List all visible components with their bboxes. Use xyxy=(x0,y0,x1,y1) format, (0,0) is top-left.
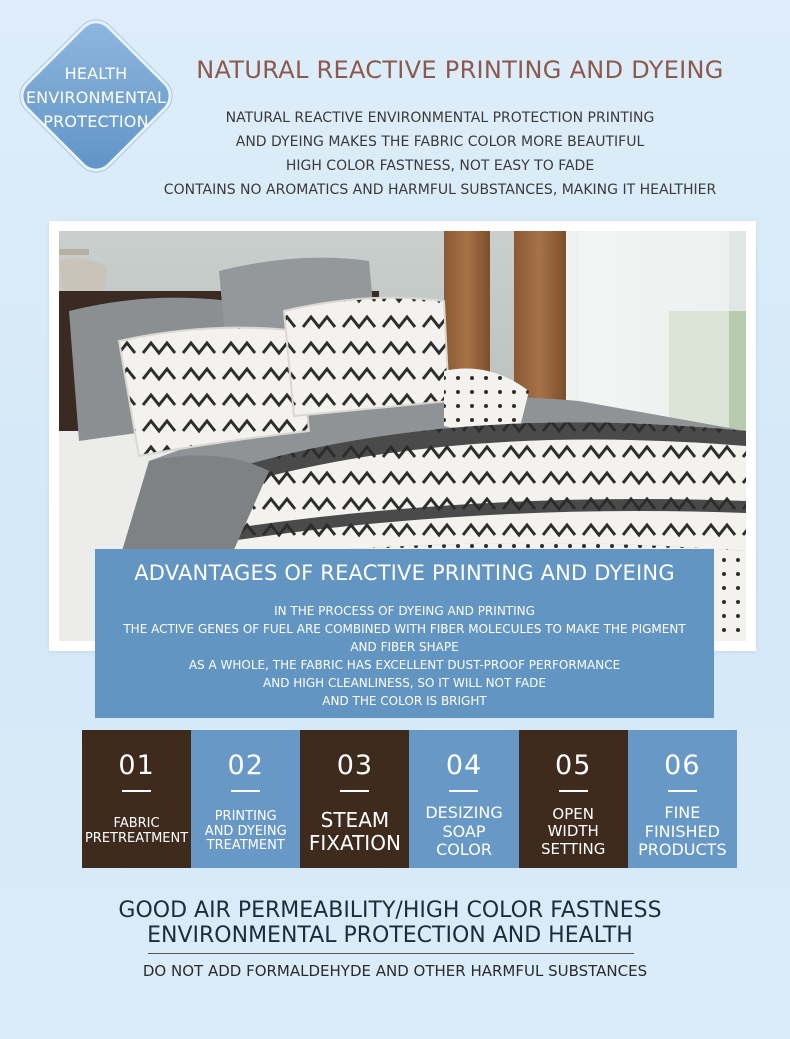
intro-line-2: AND DYEING MAKES THE FABRIC COLOR MORE BEAUTIFUL xyxy=(235,134,645,150)
intro-line-4: CONTAINS NO AROMATICS AND HARMFUL SUBSTANCES, MAKING IT HEALTHIER xyxy=(163,182,717,198)
badge-line-2: ENVIRONMENTAL xyxy=(25,88,167,107)
advantages-text xyxy=(95,602,714,710)
step-label-line: FINISHED xyxy=(644,821,720,841)
intro-line-1: NATURAL REACTIVE ENVIRONMENTAL PROTECTION PRINTING xyxy=(225,110,655,126)
step-label xyxy=(411,800,516,864)
advantages-line-6: AND THE COLOR IS BRIGHT xyxy=(322,694,487,708)
advantages-line-4: AS A WHOLE, THE FABRIC HAS EXCELLENT DUST-PROOF PERFORMANCE xyxy=(188,658,621,672)
footer-subtitle: DO NOT ADD FORMALDEHYDE AND OTHER HARMFUL SUBSTANCES xyxy=(142,962,648,980)
step-label-line: PRODUCTS xyxy=(638,840,727,860)
step-number: 06 xyxy=(664,750,701,781)
step-divider xyxy=(122,790,151,792)
step-label xyxy=(521,800,626,864)
process-step xyxy=(409,730,518,868)
step-number: 05 xyxy=(555,750,592,781)
step-label xyxy=(302,800,407,864)
process-step xyxy=(519,730,628,868)
step-label-line: FABRIC xyxy=(113,816,160,832)
step-number: 02 xyxy=(227,750,264,781)
advantages-panel xyxy=(95,549,714,718)
step-label-line: AND DYEING xyxy=(204,823,287,839)
step-number: 03 xyxy=(336,750,374,781)
footer-divider xyxy=(148,953,634,954)
step-label-line: SOAP xyxy=(442,821,486,841)
step-label-line: FIXATION xyxy=(308,831,401,855)
step-divider xyxy=(449,790,478,792)
step-divider xyxy=(340,790,369,792)
step-label-line: TREATMENT xyxy=(206,838,285,854)
step-divider xyxy=(231,790,260,792)
step-label-line: DESIZING xyxy=(425,803,503,823)
step-divider xyxy=(668,790,697,792)
advantages-title: ADVANTAGES OF REACTIVE PRINTING AND DYEING xyxy=(134,561,675,585)
footer-title-line-2: ENVIRONMENTAL PROTECTION AND HEALTH xyxy=(147,923,633,948)
step-label-line: OPEN xyxy=(552,805,594,824)
process-step xyxy=(191,730,300,868)
footer-title-line-1: GOOD AIR PERMEABILITY/HIGH COLOR FASTNESS xyxy=(118,898,662,923)
step-label xyxy=(193,800,298,864)
step-label-line: PRINTING xyxy=(214,808,277,824)
step-number: 04 xyxy=(445,750,483,781)
badge-line-1: HEALTH xyxy=(64,64,128,83)
step-label-line: STEAM xyxy=(320,808,390,832)
advantages-line-1: IN THE PROCESS OF DYEING AND PRINTING xyxy=(274,604,535,618)
process-step xyxy=(628,730,737,868)
step-label xyxy=(630,800,735,864)
page-title: NATURAL REACTIVE PRINTING AND DYEING xyxy=(196,56,724,84)
intro-line-3: HIGH COLOR FASTNESS, NOT EASY TO FADE xyxy=(285,158,595,174)
intro-text xyxy=(130,106,750,202)
footer-title xyxy=(90,898,690,948)
process-step xyxy=(82,730,191,868)
step-divider xyxy=(559,790,588,792)
step-number: 01 xyxy=(118,750,155,781)
step-label xyxy=(84,800,189,864)
process-step xyxy=(300,730,409,868)
advantages-line-2: THE ACTIVE GENES OF FUEL ARE COMBINED WITH FIBER MOLECULES TO MAKE THE PIGMENT xyxy=(123,622,686,636)
step-label-line: WIDTH xyxy=(547,822,599,841)
step-label-line: COLOR xyxy=(436,840,492,860)
step-label-line: PRETREATMENT xyxy=(84,831,189,846)
process-steps xyxy=(82,730,737,868)
badge-line-3: PROTECTION xyxy=(43,112,149,131)
advantages-line-5: AND HIGH CLEANLINESS, SO IT WILL NOT FADE xyxy=(263,676,546,690)
advantages-line-3: AND FIBER SHAPE xyxy=(350,640,459,654)
step-label-line: SETTING xyxy=(541,839,606,858)
step-label-line: FINE xyxy=(664,803,701,823)
